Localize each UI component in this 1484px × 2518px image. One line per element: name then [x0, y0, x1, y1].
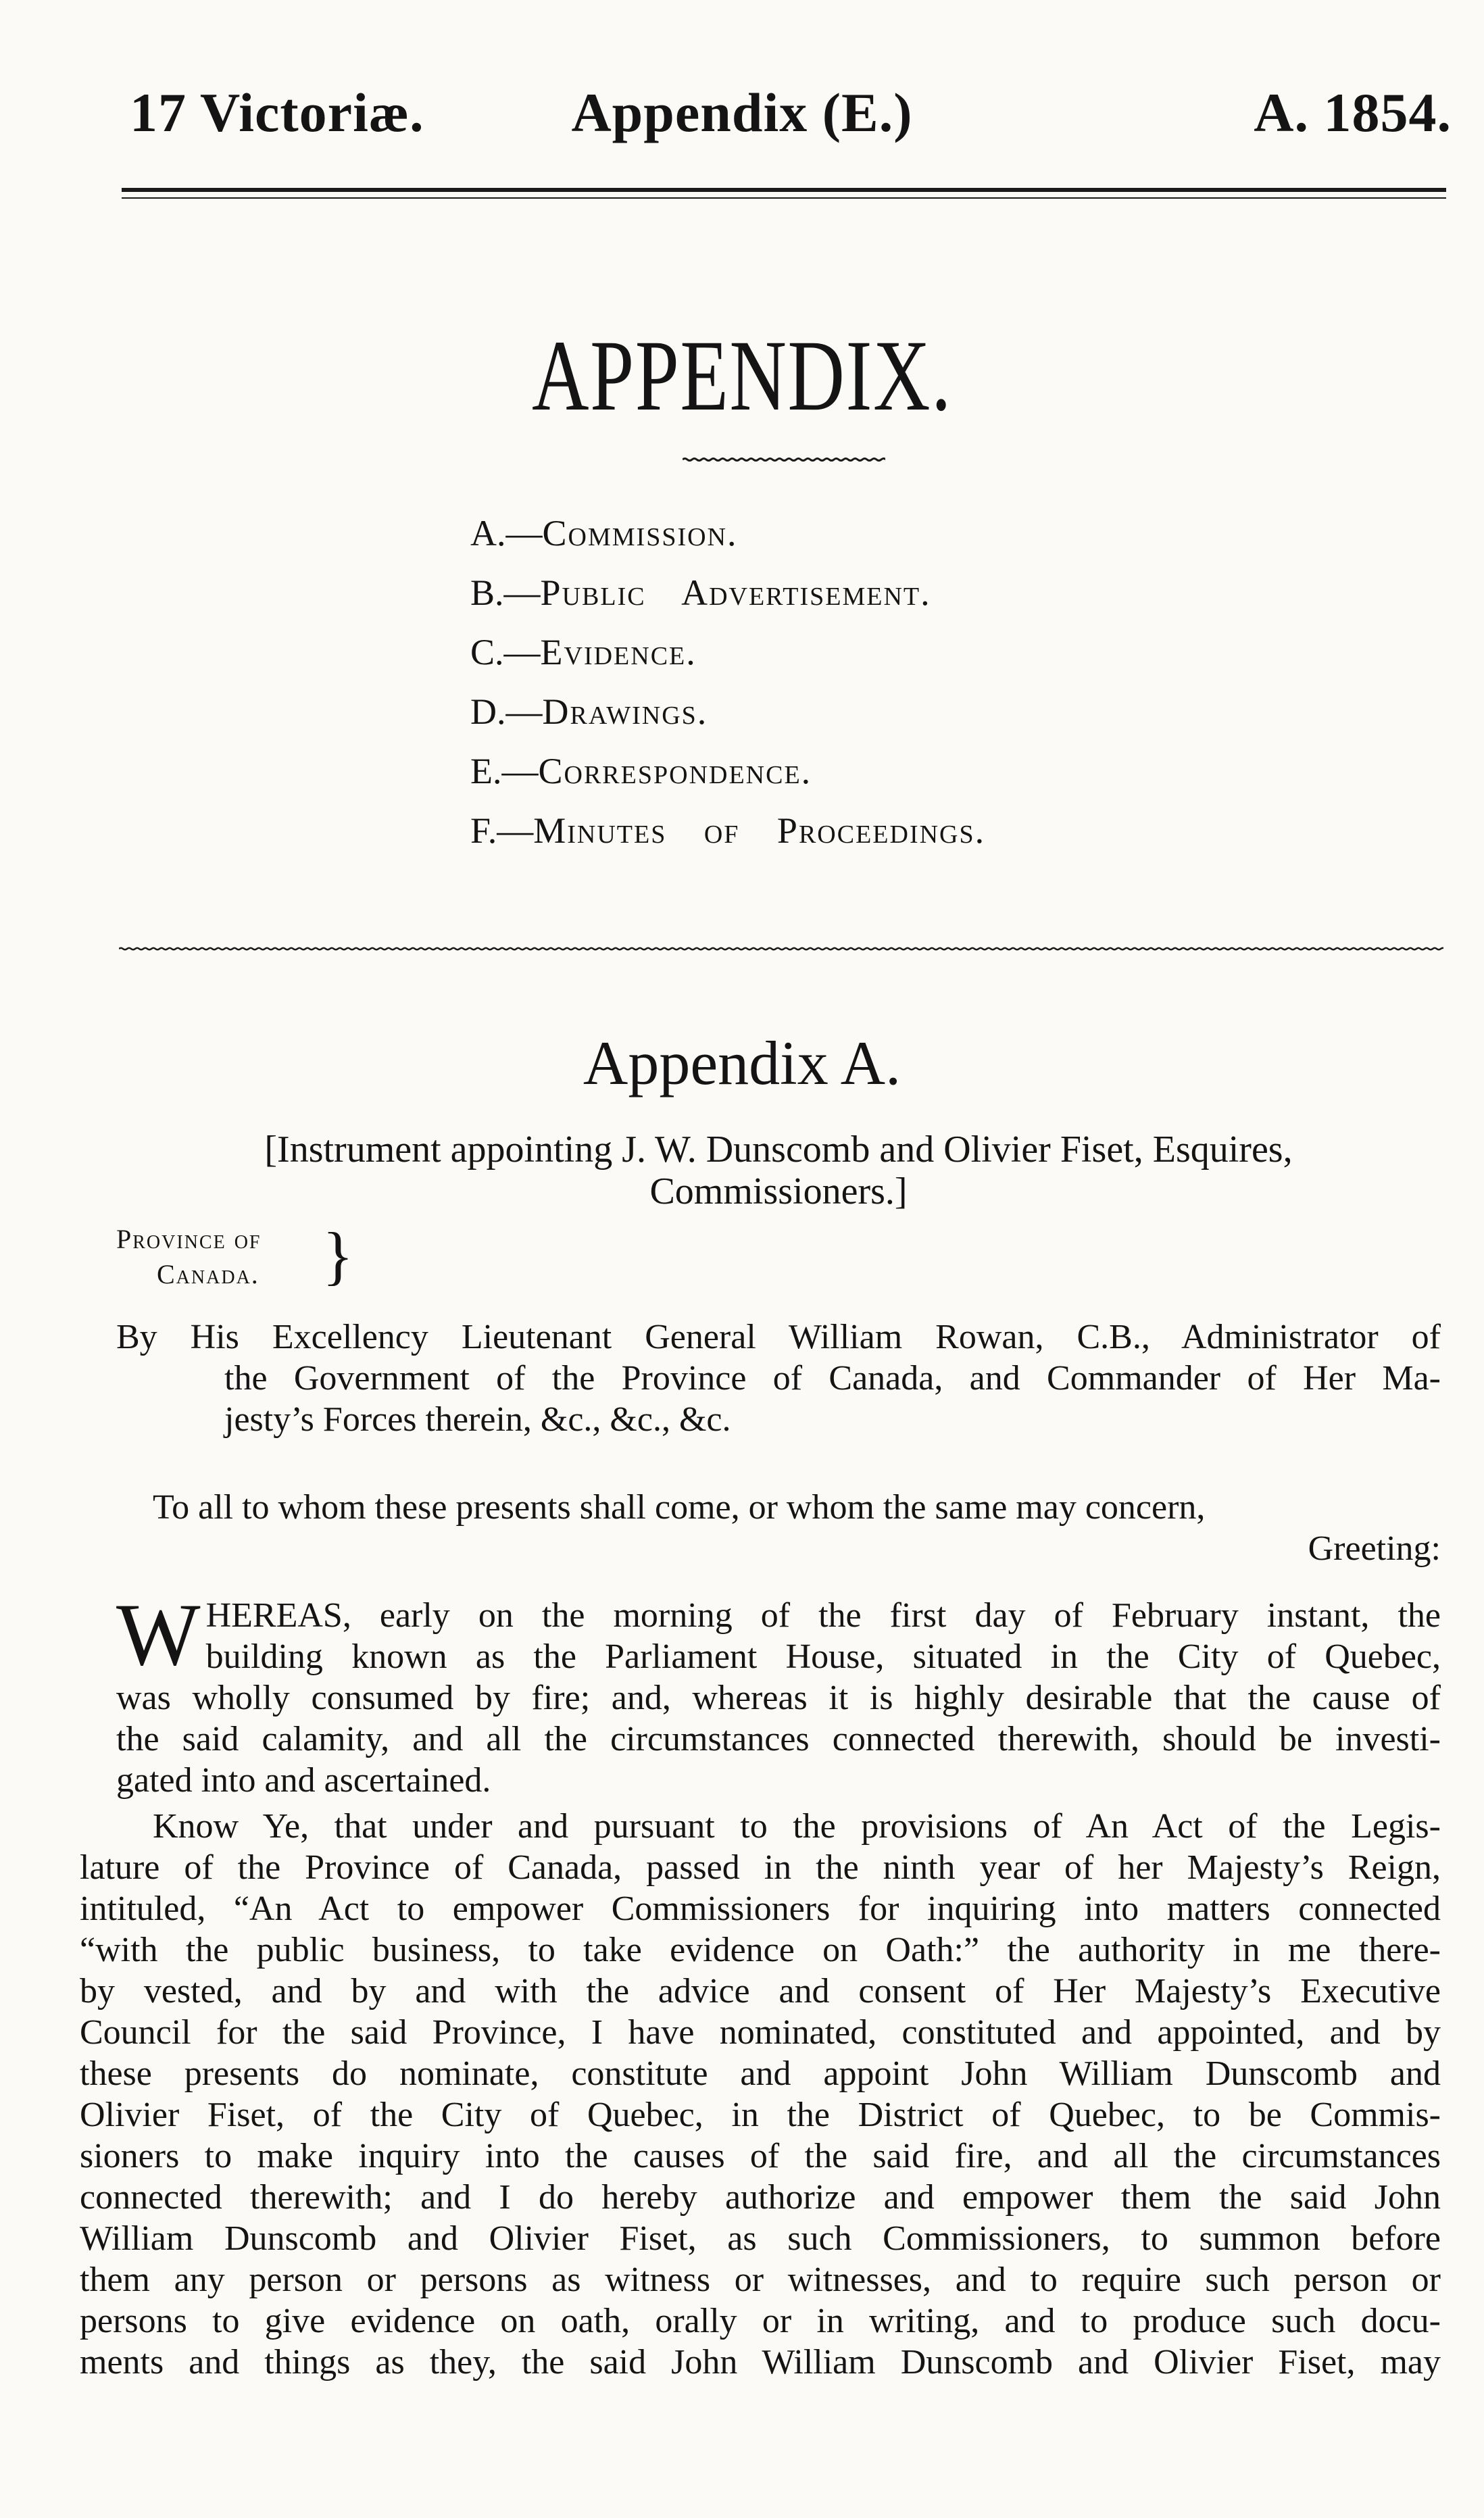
text-line: was wholly consumed by fire; and, whereas it is highly desirable that the cause of [116, 1679, 1441, 1717]
appendix-a-subtitle [116, 1129, 1441, 1212]
text-line: jesty’s Forces therein, &c., &c., &c. [224, 1400, 731, 1439]
text-line: William Dunscomb and Olivier Fiset, as such Commissioners, to summon before [80, 2219, 1441, 2258]
text-line: lature of the Province of Canada, passed in the ninth year of her Majesty’s Reign, [80, 1848, 1441, 1887]
toc-item: C.—Evidence. [470, 632, 697, 672]
text-line: persons to give evidence on oath, orally or in writing, and to produce such docu- [80, 2302, 1441, 2340]
text-line: By His Excellency Lieutenant General William Rowan, C.B., Administrator of [116, 1318, 1441, 1356]
province-line: Canada. [157, 1259, 259, 1289]
by-his-excellency-paragraph [116, 1316, 1441, 1440]
toc-item: A.—Commission. [470, 513, 738, 553]
address-line: To all to whom these presents shall come, or whom the same may concern, [153, 1488, 1206, 1527]
text-line: Know Ye, that under and pursuant to the provisions of An Act of the Legis- [153, 1807, 1441, 1846]
greeting: Greeting: [1308, 1529, 1441, 1568]
text-line: by vested, and by and with the advice and consent of Her Majesty’s Executive [80, 1972, 1441, 2010]
text-line: ments and things as they, the said John William Dunscomb and Olivier Fiset, may [80, 2343, 1441, 2381]
toc-item: D.—Drawings. [470, 691, 708, 732]
header-year: A. 1854. [1254, 82, 1452, 143]
text-line: sioners to make inquiry into the causes of the said fire, and all the circumstances [80, 2137, 1441, 2175]
section-separator [119, 943, 1443, 954]
toc-item: F.—Minutes of Proceedings. [470, 810, 986, 851]
header-session: 17 Victoriæ. [130, 82, 424, 143]
text-line: connected therewith; and I do hereby authorize and empower them the said John [80, 2178, 1441, 2217]
text-line: the said calamity, and all the circumstances connected therewith, should be investi- [116, 1720, 1441, 1758]
province-label [116, 1219, 355, 1292]
know-ye-paragraph [80, 1806, 1441, 2383]
text-line: these presents do nominate, constitute and appoint John William Dunscomb and [80, 2054, 1441, 2093]
text-line: Council for the said Province, I have nominated, constituted and appointed, and by [80, 2013, 1441, 2052]
text-line: building known as the Parliament House, situated in the City of Quebec, [205, 1637, 1441, 1676]
province-line: Province of [116, 1224, 262, 1254]
text-line: Olivier Fiset, of the City of Quebec, in the District of Quebec, to be Commis- [80, 2096, 1441, 2134]
toc-item: E.—Correspondence. [470, 751, 812, 791]
text-line: gated into and ascertained. [116, 1761, 491, 1800]
running-header [0, 81, 1484, 149]
header-rule-thick [122, 188, 1446, 192]
text-line: the Government of the Province of Canada, and Commander of Her Ma- [224, 1359, 1441, 1398]
header-rule-thin [122, 197, 1446, 199]
brace-glyph: } [322, 1219, 355, 1291]
header-appendix: Appendix (E.) [571, 82, 913, 143]
text-line: intituled, “An Act to empower Commissioners for inquiring into matters connected [80, 1890, 1441, 1928]
text-line: HEREAS, early on the morning of the first day of February instant, the [205, 1596, 1441, 1635]
text-line: “with the public business, to take evidence on Oath:” the authority in me there- [80, 1931, 1441, 1969]
toc-item: B.—Public Advertisement. [470, 572, 931, 613]
subtitle-line: Commissioners.] [649, 1170, 908, 1212]
appendix-contents [470, 503, 985, 860]
title-ornament [683, 454, 885, 465]
drop-cap: W [116, 1585, 201, 1684]
appendix-a-heading: Appendix A. [583, 1029, 901, 1097]
whereas-paragraph [116, 1585, 1441, 1801]
subtitle-line: [Instrument appointing J. W. Dunscomb and Olivier Fiset, Esquires, [264, 1129, 1293, 1170]
page-title: APPENDIX. [532, 320, 952, 432]
text-line: them any person or persons as witness or witnesses, and to require such person or [80, 2261, 1441, 2299]
